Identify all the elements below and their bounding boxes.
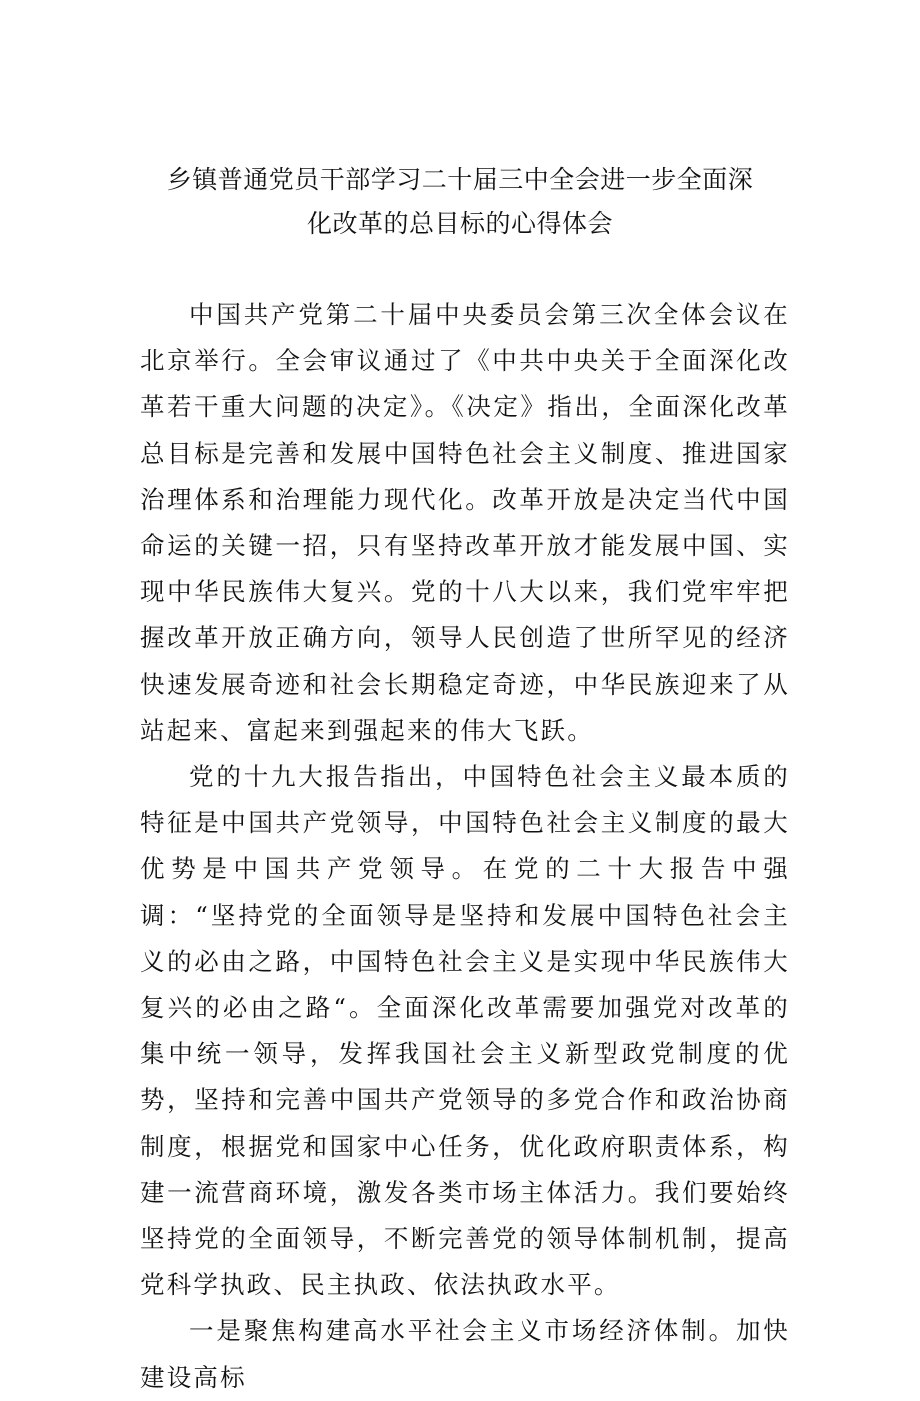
- title-line-2: 化改革的总目标的心得体会: [306, 209, 613, 238]
- document-body: [140, 292, 790, 1401]
- title-line-1: 乡镇普通党员干部学习二十届三中全会进一步全面深: [166, 165, 754, 194]
- paragraph: 一是聚焦构建高水平社会主义市场经济体制。加快建设高标: [140, 1316, 790, 1392]
- paragraph: 中国共产党第二十届中央委员会第三次全体会议在北京举行。全会审议通过了《中共中央关于全面深化改革若干重大问题的决定》。《决定》指出，全面深化改革总目标是完善和发展中国特色社会主义制度、推进国家治理体系和治理能力现代化。改革开放是决定当代中国命运的关键一招，只有坚持改革开放才能发展中国、实现中华民族伟大复兴。党的十八大以来，我们党牢牢把握改革开放正确方向，领导人民创造了世所罕见的经济快速发展奇迹和社会长期稳定奇迹，中华民族迎来了从站起来、富起来到强起来的伟大飞跃。: [140, 300, 790, 745]
- document-title: [0, 158, 920, 246]
- paragraph: 党的十九大报告指出，中国特色社会主义最本质的特征是中国共产党领导，中国特色社会主义制度的最大优势是中国共产党领导。在党的二十大报告中强调：“坚持党的全面领导是坚持和发展中国特色社会主义的必由之路，中国特色社会主义是实现中华民族伟大复兴的必由之路“。全面深化改革需要加强党对改革的集中统一领导，发挥我国社会主义新型政党制度的优势，坚持和完善中国共产党领导的多党合作和政治协商制度，根据党和国家中心任务，优化政府职责体系，构建一流营商环境，激发各类市场主体活力。我们要始终坚持党的全面领导，不断完善党的领导体制机制，提高党科学执政、民主执政、依法执政水平。: [140, 762, 790, 1300]
